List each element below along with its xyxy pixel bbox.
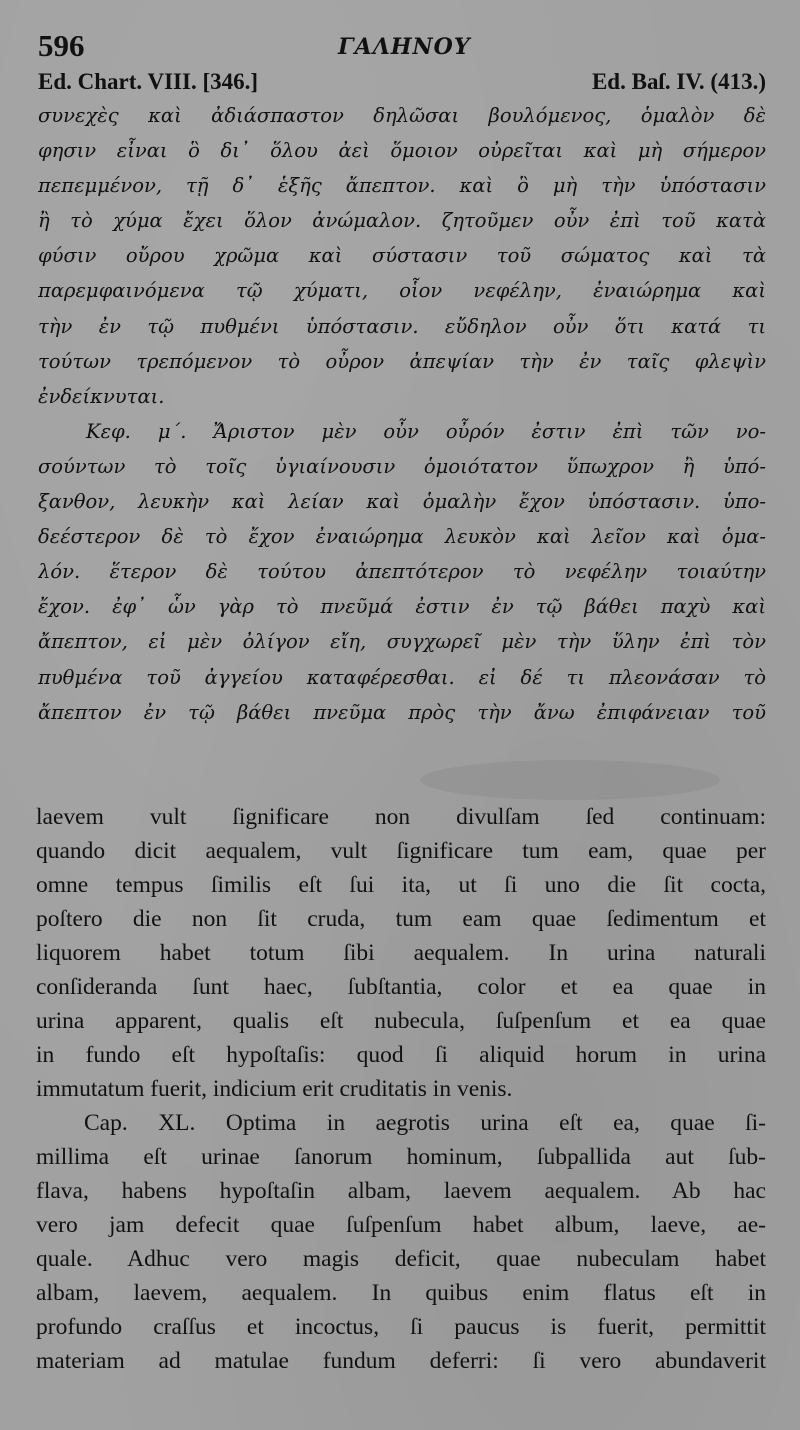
latin-line: in fundo eſt hypoſtaſis: quod ſi aliquid horum in urina bbox=[36, 1042, 766, 1068]
latin-line: flava, habens hypoſtaſin albam, laevem aequalem. Ab hac bbox=[36, 1178, 766, 1204]
greek-line: ἢ τὸ χύμα ἔχει ὅλον ἀνώμαλον. ζητοῦμεν οὖν ἐπὶ τοῦ κατὰ bbox=[38, 209, 766, 233]
page-number: 596 bbox=[38, 28, 85, 63]
greek-line: παρεμφαινόμενα τῷ χύματι, οἷον νεφέλην, ἐναιώρημα καὶ bbox=[38, 279, 766, 303]
latin-line: conſideranda ſunt haec, ſubſtantia, color et ea quae in bbox=[36, 974, 766, 1000]
latin-line: vero jam defecit quae ſuſpenſum habet album, laeve, ae- bbox=[36, 1212, 766, 1238]
latin-chapter-line: Cap. XL. Optima in aegrotis urina eſt ea, quae ſi- bbox=[84, 1110, 766, 1136]
latin-line: quale. Adhuc vero magis deficit, quae nubeculam habet bbox=[36, 1246, 766, 1272]
latin-line: quando dicit aequalem, vult ſignificare tum eam, quae per bbox=[36, 838, 766, 864]
latin-line: millima eſt urinae ſanorum hominum, ſubpallida aut ſub- bbox=[36, 1144, 766, 1170]
greek-line: συνεχὲς καὶ ἀδιάσπαστον δηλῶσαι βουλόμενος, ὁμαλὸν δὲ bbox=[38, 104, 766, 127]
greek-line: ἄπεπτον, εἰ μὲν ὀλίγον εἴη, συγχωρεῖ μὲν τὴν ὕλην ἐπὶ τὸν bbox=[38, 630, 766, 654]
greek-text-block bbox=[38, 98, 766, 730]
greek-line: ἔχον. ἐφ᾽ ὧν γὰρ τὸ πνεῦμά ἐστιν ἐν τῷ βάθει παχὺ καὶ bbox=[38, 595, 766, 619]
greek-line: ἄπεπτον ἐν τῷ βάθει πνεῦμα πρὸς τὴν ἄνω ἐπιφάνειαν τοῦ bbox=[38, 700, 766, 724]
greek-line: φησιν εἶναι ὃ δι᾽ ὅλου ἀεὶ ὅμοιον οὐρεῖται καὶ μὴ σήμερον bbox=[38, 139, 766, 163]
greek-line: δεέστερον δὲ τὸ ἔχον ἐναιώρημα λευκὸν καὶ λεῖον καὶ ὁμα- bbox=[38, 525, 766, 549]
latin-line: urina apparent, qualis eſt nubecula, ſuſpenſum et ea quae bbox=[36, 1008, 766, 1034]
bleed-through-smudge bbox=[420, 760, 720, 800]
greek-line: ξανθον, λευκὴν καὶ λείαν καὶ ὁμαλὴν ἔχον ὑπόστασιν. ὑπο- bbox=[38, 490, 766, 514]
greek-line: τὴν ἐν τῷ πυθμένι ὑπόστασιν. εὔδηλον οὖν ὅτι κατά τι bbox=[38, 314, 766, 338]
latin-line: liquorem habet totum ſibi aequalem. In urina naturali bbox=[36, 940, 766, 966]
greek-line: σούντων τὸ τοῖς ὑγιαίνουσιν ὁμοιότατον ὕπωχρον ἢ ὑπό- bbox=[38, 454, 766, 478]
running-head: ΓΑΛΗΝΟΥ bbox=[338, 34, 471, 60]
latin-line: omne tempus ſimilis eſt ſui ita, ut ſi uno die ſit cocta, bbox=[36, 872, 766, 898]
greek-line: λόν. ἕτερον δὲ τούτου ἀπεπτότερον τὸ νεφέλην τοιαύτην bbox=[38, 560, 766, 584]
latin-line: laevem vult ſignificare non divulſam ſed continuam: bbox=[36, 804, 766, 830]
greek-line: πεπεμμένον, τῇ δ᾽ ἑξῆς ἄπεπτον. καὶ ὃ μὴ τὴν ὑπόστασιν bbox=[38, 174, 766, 198]
latin-text-block bbox=[36, 800, 766, 1378]
latin-line: albam, laevem, aequalem. In quibus enim flatus eſt in bbox=[36, 1280, 766, 1306]
greek-line: φύσιν οὔρου χρῶμα καὶ σύστασιν τοῦ σώματος καὶ τὰ bbox=[38, 244, 766, 268]
greek-line: πυθμένα τοῦ ἀγγείου καταφέρεσθαι. εἰ δέ τι πλεονάσαν τὸ bbox=[38, 665, 766, 689]
greek-line: ἐνδείκνυται. bbox=[38, 384, 165, 408]
edition-references bbox=[38, 66, 766, 98]
page-header bbox=[38, 28, 766, 64]
latin-line: materiam ad matulae fundum deferri: ſi vero abundaverit bbox=[36, 1348, 766, 1374]
edition-right: Ed. Baſ. IV. (413.) bbox=[591, 69, 766, 94]
latin-line: profundo craſſus et incoctus, ſi paucus is fuerit, permittit bbox=[36, 1314, 766, 1340]
edition-left: Ed. Chart. VIII. [346.] bbox=[38, 69, 259, 94]
greek-line: τούτων τρεπόμενον τὸ οὖρον ἀπεψίαν τὴν ἐν ταῖς φλεψὶν bbox=[38, 349, 766, 373]
latin-line: poſtero die non ſit cruda, tum eam quae ſedimentum et bbox=[36, 906, 766, 932]
latin-line: immutatum fuerit, indicium erit cruditatis in venis. bbox=[36, 1076, 513, 1102]
greek-chapter-line: Κεφ. μ΄. Ἄριστον μὲν οὖν οὖρόν ἐστιν ἐπὶ τῶν νο- bbox=[86, 419, 766, 443]
